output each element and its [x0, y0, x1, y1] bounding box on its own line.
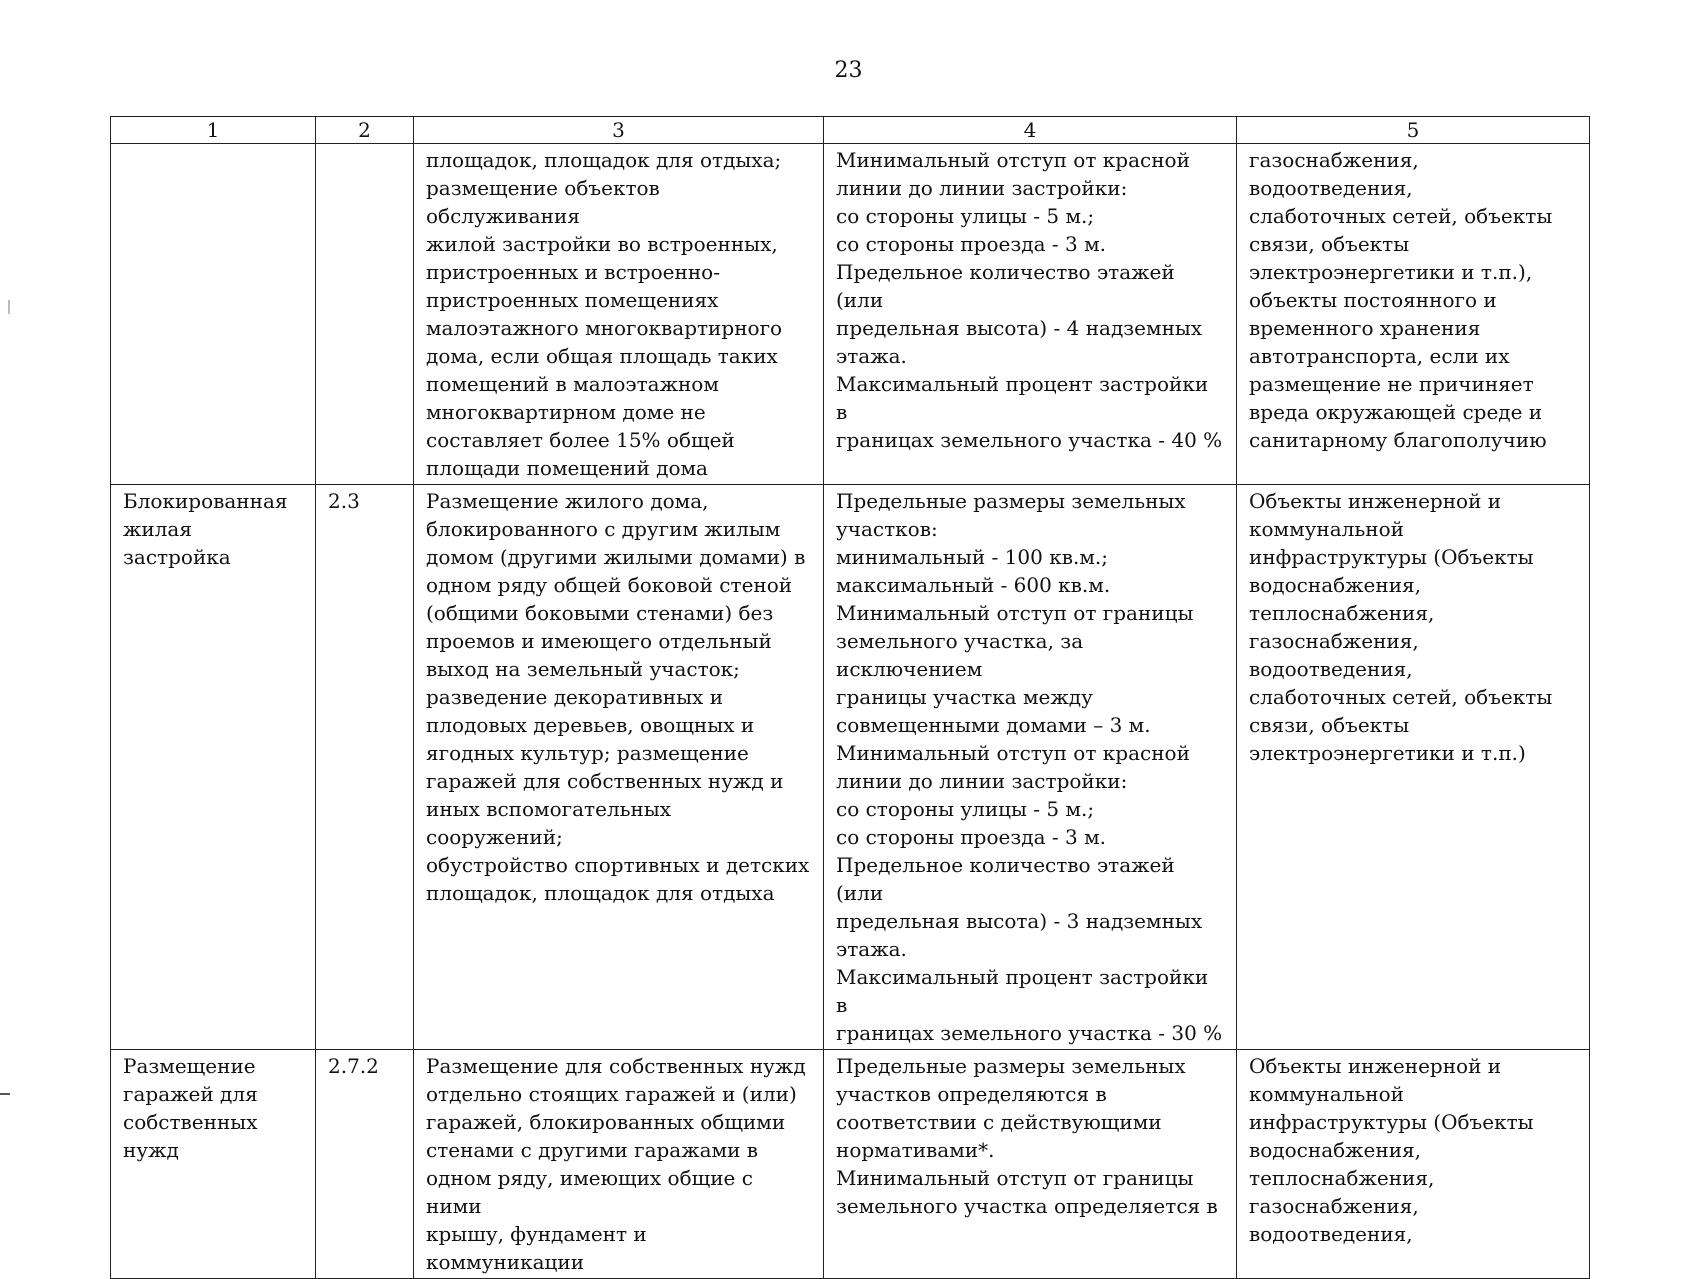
- auxiliary-uses-cell: газоснабжения, водоотведения, слаботочных сетей, объекты связи, объекты электроэнергетики и т.п.), объекты постоянного и временного хранения автотранспорта, если их размещение не причиняет вреда окружающей среде и санитарному благополучию: [1237, 144, 1590, 485]
- table-row: [111, 485, 1590, 1050]
- use-name-cell: Размещение гаражей для собственных нужд: [111, 1050, 316, 1279]
- parameters-cell: Предельные размеры земельных участков определяются в соответствии с действующими нормативами*. Минимальный отступ от границы земельного участка определяется в: [824, 1050, 1237, 1279]
- table-row: [111, 1050, 1590, 1279]
- use-description-cell: Размещение для собственных нужд отдельно стоящих гаражей и (или) гаражей, блокированных общими стенами с другими гаражами в одном ряду, имеющих общие с ними крышу, фундамент и коммуникации: [414, 1050, 824, 1279]
- use-description-cell: Размещение жилого дома, блокированного с другим жилым домом (другими жилыми домами) в одном ряду общей боковой стеной (общими боковыми стенами) без проемов и имеющего отдельный выход на земельный участок; разведение декоративных и плодовых деревьев, овощных и ягодных культур; размещение гаражей для собственных нужд и иных вспомогательных сооружений; обустройство спортивных и детских площадок, площадок для отдыха: [414, 485, 824, 1050]
- column-header-4: 4: [824, 117, 1237, 144]
- auxiliary-uses-cell: Объекты инженерной и коммунальной инфраструктуры (Объекты водоснабжения, теплоснабжения, газоснабжения, водоотведения, слаботочных сетей, объекты связи, объекты электроэнергетики и т.п.): [1237, 485, 1590, 1050]
- scan-margin-tick: [0, 1093, 10, 1095]
- use-code-cell: 2.3: [316, 485, 414, 1050]
- column-header-1: 1: [111, 117, 316, 144]
- column-header-3: 3: [414, 117, 824, 144]
- column-header-2: 2: [316, 117, 414, 144]
- auxiliary-uses-cell: Объекты инженерной и коммунальной инфраструктуры (Объекты водоснабжения, теплоснабжения, газоснабжения, водоотведения,: [1237, 1050, 1590, 1279]
- parameters-cell: Минимальный отступ от красной линии до линии застройки: со стороны улицы - 5 м.; со стороны проезда - 3 м. Предельное количество этажей (или предельная высота) - 4 надземных этажа. Максимальный процент застройки в границах земельного участка - 40 %: [824, 144, 1237, 485]
- use-name-cell: [111, 144, 316, 485]
- use-name-cell: Блокированная жилая застройка: [111, 485, 316, 1050]
- table-row: [111, 144, 1590, 485]
- use-description-cell: площадок, площадок для отдыха; размещение объектов обслуживания жилой застройки во встроенных, пристроенных и встроенно- пристроенных помещениях малоэтажного многоквартирного дома, если общая площадь таких помещений в малоэтажном многоквартирном доме не составляет более 15% общей площади помещений дома: [414, 144, 824, 485]
- land-use-table: [110, 116, 1590, 1279]
- scan-margin-mark: [8, 300, 10, 314]
- column-header-5: 5: [1237, 117, 1590, 144]
- use-code-cell: 2.7.2: [316, 1050, 414, 1279]
- table-header-row: [111, 117, 1590, 144]
- parameters-cell: Предельные размеры земельных участков: минимальный - 100 кв.м.; максимальный - 600 кв.м. Минимальный отступ от границы земельного участка, за исключением границы участка между совмещенными домами – 3 м. Минимальный отступ от красной линии до линии застройки: со стороны улицы - 5 м.; со стороны проезда - 3 м. Предельное количество этажей (или предельная высота) - 3 надземных этажа. Максимальный процент застройки в границах земельного участка - 30 %: [824, 485, 1237, 1050]
- use-code-cell: [316, 144, 414, 485]
- page-number: 23: [834, 58, 863, 83]
